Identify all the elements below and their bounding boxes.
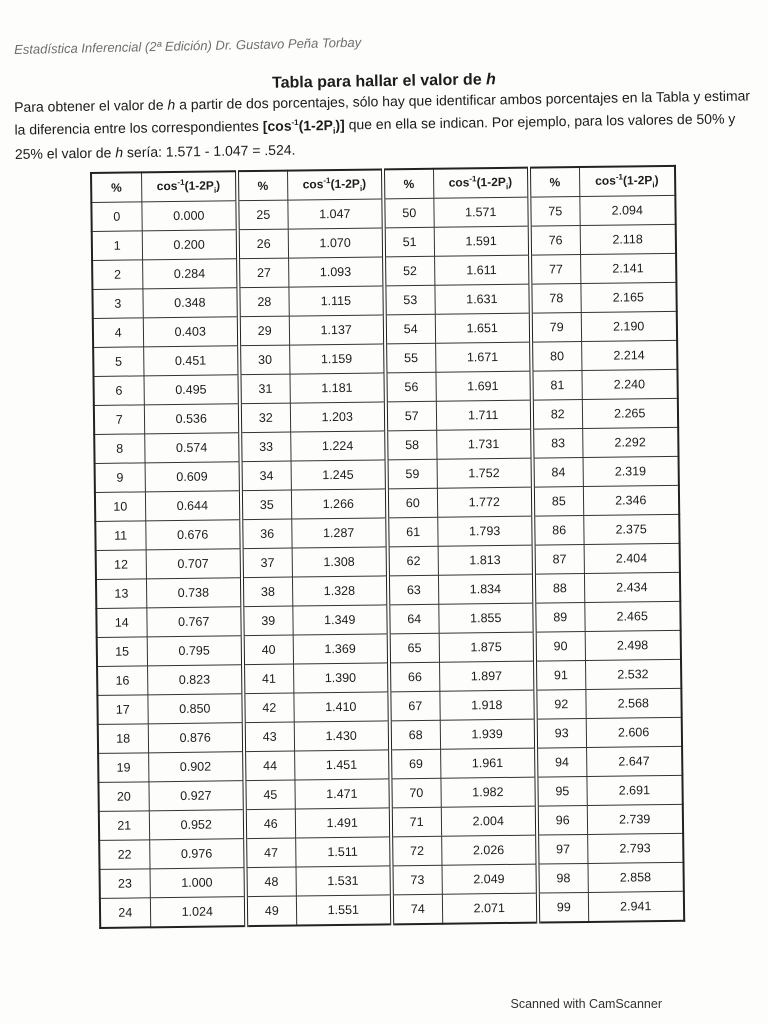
- formula-sub: i: [332, 125, 336, 136]
- percent-cell: 23: [100, 869, 150, 899]
- header-cos-value: [141, 171, 237, 202]
- percent-cell: 20: [98, 782, 148, 812]
- percent-cell: 62: [388, 546, 438, 576]
- cos-value-cell: 0.284: [142, 259, 238, 289]
- header-cos-value: [433, 168, 529, 199]
- percent-cell: 49: [246, 896, 296, 926]
- cos-value-cell: 2.404: [584, 543, 680, 573]
- cos-value-cell: 2.858: [587, 862, 683, 892]
- percent-cell: 8: [94, 434, 144, 464]
- header-percent: %: [529, 167, 579, 197]
- cos-value-cell: 1.159: [289, 344, 385, 374]
- percent-cell: 56: [385, 372, 435, 402]
- percent-cell: 50: [383, 198, 433, 228]
- percent-cell: 7: [94, 405, 144, 435]
- cos-value-cell: 1.000: [150, 868, 246, 898]
- table-row: [100, 891, 684, 928]
- cos-value-cell: 1.491: [295, 808, 391, 838]
- percent-cell: 11: [95, 521, 145, 551]
- percent-cell: 39: [242, 606, 292, 636]
- cos-value-cell: 1.961: [440, 748, 536, 778]
- percent-cell: 67: [389, 691, 439, 721]
- percent-cell: 31: [239, 374, 289, 404]
- percent-cell: 34: [241, 461, 291, 491]
- header-percent: %: [91, 172, 141, 202]
- cos-value-cell: 0.902: [148, 752, 244, 782]
- percent-cell: 51: [384, 227, 434, 257]
- value-table-wrapper: [90, 165, 685, 929]
- cos-value-cell: 2.941: [588, 891, 684, 922]
- cos-value-cell: 1.591: [434, 226, 530, 256]
- percent-cell: 44: [244, 751, 294, 781]
- cos-value-cell: 0.348: [142, 288, 238, 318]
- header-cos-value: [579, 166, 675, 197]
- cos-value-cell: 1.813: [438, 545, 534, 575]
- cos-value-cell: 1.772: [437, 487, 533, 517]
- cos-value-cell: 1.691: [435, 371, 531, 401]
- cos-value-cell: 1.834: [438, 574, 534, 604]
- percent-cell: 33: [240, 432, 290, 462]
- percent-cell: 37: [242, 548, 292, 578]
- cos-value-cell: 1.181: [289, 373, 385, 403]
- cos-value-cell: 0.536: [144, 404, 240, 434]
- header-formula-part: (1-2P: [330, 177, 360, 192]
- title-variable: h: [485, 71, 497, 89]
- cos-value-cell: 2.498: [585, 630, 681, 660]
- percent-cell: 71: [391, 807, 441, 837]
- cos-value-cell: 1.982: [440, 777, 536, 807]
- percent-cell: 41: [243, 664, 293, 694]
- percent-cell: 0: [91, 202, 141, 232]
- percent-cell: 15: [97, 637, 147, 667]
- cos-value-cell: 2.165: [580, 282, 676, 312]
- cos-value-cell: 2.190: [581, 311, 677, 341]
- cos-value-cell: 1.410: [293, 692, 389, 722]
- percent-cell: 89: [534, 602, 584, 632]
- scanner-watermark: Scanned with CamScanner: [510, 997, 662, 1011]
- cos-value-cell: 2.265: [582, 398, 678, 428]
- percent-cell: 38: [242, 577, 292, 607]
- percent-cell: 57: [386, 401, 436, 431]
- cos-value-cell: 0.952: [149, 810, 245, 840]
- percent-cell: 97: [537, 834, 587, 864]
- cos-value-cell: 1.115: [288, 286, 384, 316]
- cos-value-cell: 2.214: [581, 340, 677, 370]
- cos-value-cell: 1.093: [288, 257, 384, 287]
- cos-value-cell: 1.266: [291, 489, 387, 519]
- cos-value-cell: 1.511: [295, 837, 391, 867]
- percent-cell: 88: [534, 573, 584, 603]
- percent-cell: 79: [531, 313, 581, 343]
- percent-cell: 9: [95, 463, 145, 493]
- cos-value-cell: 0.403: [143, 317, 239, 347]
- percent-cell: 98: [537, 863, 587, 893]
- percent-cell: 10: [95, 492, 145, 522]
- percent-cell: 65: [389, 633, 439, 663]
- cos-value-cell: 0.200: [142, 230, 238, 260]
- header-formula-part: -1: [323, 176, 331, 186]
- percent-cell: 83: [532, 429, 582, 459]
- formula-post: (1-2P: [298, 116, 334, 134]
- percent-cell: 32: [240, 403, 290, 433]
- percent-cell: 27: [238, 258, 288, 288]
- percent-cell: 26: [238, 229, 288, 259]
- cos-value-cell: 2.375: [583, 514, 679, 544]
- intro-formula: [262, 116, 345, 136]
- percent-cell: 64: [388, 604, 438, 634]
- cos-value-cell: 1.531: [296, 866, 392, 896]
- percent-cell: 30: [239, 345, 289, 375]
- percent-cell: 94: [536, 747, 586, 777]
- percent-cell: 43: [244, 722, 294, 752]
- cos-value-cell: 0.000: [141, 201, 237, 231]
- percent-cell: 12: [96, 550, 146, 580]
- percent-cell: 82: [532, 400, 582, 430]
- cos-value-cell: 0.767: [146, 607, 242, 637]
- percent-cell: 74: [392, 894, 442, 924]
- cos-value-cell: 2.118: [580, 224, 676, 254]
- cos-value-cell: 1.855: [438, 603, 534, 633]
- intro-text-2: a partir de dos porcentajes, sólo hay que identificar ambos porcentajes en la Tabla y estimar la diferencia entre los correspondientes: [14, 87, 751, 138]
- percent-cell: 60: [387, 488, 437, 518]
- percent-cell: 1: [92, 231, 142, 261]
- intro-paragraph: [14, 86, 757, 164]
- percent-cell: 92: [535, 689, 585, 719]
- cos-value-cell: 0.644: [145, 491, 241, 521]
- cos-value-cell: 1.308: [292, 547, 388, 577]
- cos-value-cell: 1.671: [435, 342, 531, 372]
- percent-cell: 17: [97, 695, 147, 725]
- intro-text-3: que en ella se indican. Por ejemplo, para los valores de 50% y 25% el valor de: [14, 110, 736, 163]
- running-header: Estadística Inferencial (2ª Edición) Dr. Gustavo Peña Torbay: [14, 34, 362, 57]
- percent-cell: 2: [92, 260, 142, 290]
- cos-value-cell: 0.850: [147, 694, 243, 724]
- table-body: [91, 195, 684, 928]
- intro-var-h-1: h: [167, 96, 176, 113]
- header-formula-part: -1: [469, 174, 477, 184]
- percent-cell: 59: [387, 459, 437, 489]
- percent-cell: 84: [533, 458, 583, 488]
- percent-cell: 40: [243, 635, 293, 665]
- cos-value-cell: 0.927: [148, 781, 244, 811]
- percent-cell: 35: [241, 490, 291, 520]
- header-formula-part: ): [508, 175, 513, 190]
- header-formula-part: i: [359, 184, 363, 194]
- title-text: Tabla para hallar el valor de: [271, 71, 487, 92]
- percent-cell: 75: [529, 197, 579, 227]
- percent-cell: 63: [388, 575, 438, 605]
- cos-value-cell: 1.731: [436, 429, 532, 459]
- percent-cell: 61: [387, 517, 437, 547]
- header-formula-part: cos: [448, 175, 470, 190]
- percent-cell: 55: [385, 343, 435, 373]
- header-formula-part: -1: [177, 178, 185, 188]
- percent-cell: 69: [390, 749, 440, 779]
- cos-value-cell: 1.137: [289, 315, 385, 345]
- cos-value-cell: 1.047: [287, 199, 383, 229]
- percent-cell: 66: [389, 662, 439, 692]
- percent-cell: 91: [535, 660, 585, 690]
- cos-value-cell: 0.738: [146, 578, 242, 608]
- cos-value-cell: 2.094: [579, 195, 675, 225]
- percent-cell: 77: [530, 255, 580, 285]
- header-percent: %: [383, 169, 433, 199]
- cos-value-cell: 0.976: [149, 839, 245, 869]
- percent-cell: 52: [384, 256, 434, 286]
- header-formula-part: ): [216, 178, 221, 193]
- formula-end: )]: [335, 116, 345, 133]
- cos-value-cell: 1.369: [293, 634, 389, 664]
- percent-cell: 76: [530, 226, 580, 256]
- cos-value-cell: 1.752: [437, 458, 533, 488]
- cos-value-cell: 2.691: [586, 775, 682, 805]
- percent-cell: 99: [538, 892, 588, 922]
- cos-value-cell: 1.024: [150, 897, 246, 928]
- cos-value-cell: 2.292: [582, 427, 678, 457]
- cos-value-cell: 1.245: [291, 460, 387, 490]
- percent-cell: 24: [100, 898, 150, 928]
- cos-value-cell: 2.465: [584, 601, 680, 631]
- cos-value-cell: 1.287: [291, 518, 387, 548]
- header-formula-part: i: [505, 182, 509, 192]
- cos-value-cell: 2.240: [581, 369, 677, 399]
- cos-value-cell: 0.795: [147, 636, 243, 666]
- cos-value-cell: 1.897: [439, 661, 535, 691]
- cos-value-cell: 2.071: [442, 893, 538, 924]
- cos-value-cell: 1.571: [433, 197, 529, 227]
- cos-value-cell: 1.390: [293, 663, 389, 693]
- percent-cell: 46: [245, 809, 295, 839]
- cos-value-cell: 0.676: [145, 520, 241, 550]
- header-formula-part: cos: [156, 179, 178, 194]
- percent-cell: 36: [241, 519, 291, 549]
- cos-value-cell: 0.495: [143, 375, 239, 405]
- percent-cell: 47: [245, 838, 295, 868]
- percent-cell: 19: [98, 753, 148, 783]
- percent-cell: 70: [390, 778, 440, 808]
- cos-value-cell: 2.647: [586, 746, 682, 776]
- cos-value-cell: 1.551: [296, 895, 392, 926]
- cos-value-cell: 2.434: [584, 572, 680, 602]
- percent-cell: 78: [530, 284, 580, 314]
- cos-table: [90, 165, 685, 929]
- percent-cell: 72: [391, 836, 441, 866]
- percent-cell: 85: [533, 487, 583, 517]
- percent-cell: 87: [534, 544, 584, 574]
- cos-value-cell: 1.070: [288, 228, 384, 258]
- percent-cell: 96: [537, 805, 587, 835]
- formula-sup: -1: [291, 117, 299, 127]
- percent-cell: 73: [391, 865, 441, 895]
- cos-value-cell: 2.793: [587, 833, 683, 863]
- cos-value-cell: 1.711: [436, 400, 532, 430]
- cos-value-cell: 0.574: [144, 433, 240, 463]
- percent-cell: 53: [384, 285, 434, 315]
- cos-value-cell: 2.606: [586, 717, 682, 747]
- percent-cell: 4: [93, 318, 143, 348]
- percent-cell: 93: [536, 718, 586, 748]
- percent-cell: 21: [99, 811, 149, 841]
- cos-value-cell: 2.141: [580, 253, 676, 283]
- cos-value-cell: 0.609: [145, 462, 241, 492]
- percent-cell: 6: [93, 376, 143, 406]
- percent-cell: 86: [533, 515, 583, 545]
- percent-cell: 5: [93, 347, 143, 377]
- cos-value-cell: 1.349: [292, 605, 388, 635]
- cos-value-cell: 1.611: [434, 255, 530, 285]
- cos-value-cell: 1.451: [294, 750, 390, 780]
- cos-value-cell: 0.451: [143, 346, 239, 376]
- header-formula-part: cos: [302, 177, 324, 192]
- percent-cell: 80: [531, 342, 581, 372]
- cos-value-cell: 1.651: [435, 313, 531, 343]
- cos-value-cell: 0.876: [148, 723, 244, 753]
- header-formula-part: ): [362, 176, 367, 191]
- percent-cell: 3: [92, 289, 142, 319]
- percent-cell: 54: [385, 314, 435, 344]
- percent-cell: 29: [239, 316, 289, 346]
- percent-cell: 45: [244, 780, 294, 810]
- cos-value-cell: 1.471: [294, 779, 390, 809]
- cos-value-cell: 1.631: [434, 284, 530, 314]
- header-formula-part: cos: [595, 173, 616, 189]
- percent-cell: 48: [246, 867, 296, 897]
- cos-value-cell: 1.430: [294, 721, 390, 751]
- header-formula-part: i: [213, 186, 217, 196]
- percent-cell: 18: [98, 724, 148, 754]
- percent-cell: 68: [390, 720, 440, 750]
- intro-text-1: Para obtener el valor de: [14, 96, 168, 115]
- cos-value-cell: 1.939: [440, 719, 536, 749]
- header-formula-part: (1-2P: [476, 175, 506, 190]
- percent-cell: 42: [243, 693, 293, 723]
- header-formula-part: (1-2P: [622, 173, 653, 188]
- header-formula-part: ): [654, 173, 659, 188]
- percent-cell: 14: [96, 608, 146, 638]
- percent-cell: 81: [531, 371, 581, 401]
- cos-value-cell: 0.707: [146, 549, 242, 579]
- cos-value-cell: 2.568: [585, 688, 681, 718]
- percent-cell: 13: [96, 579, 146, 609]
- cos-value-cell: 1.918: [439, 690, 535, 720]
- cos-value-cell: 1.224: [290, 431, 386, 461]
- cos-value-cell: 1.875: [439, 632, 535, 662]
- percent-cell: 95: [536, 776, 586, 806]
- cos-value-cell: 2.346: [583, 485, 679, 515]
- header-formula-part: (1-2P: [184, 178, 214, 194]
- cos-value-cell: 0.823: [147, 665, 243, 695]
- header-formula-part: i: [652, 180, 655, 190]
- header-percent: %: [237, 171, 287, 201]
- percent-cell: 22: [99, 840, 149, 870]
- percent-cell: 58: [386, 430, 436, 460]
- intro-text-4: sería: 1.571 - 1.047 = .524.: [122, 142, 296, 161]
- percent-cell: 90: [535, 631, 585, 661]
- cos-value-cell: 2.004: [441, 806, 537, 836]
- formula-pre: [cos: [262, 117, 292, 134]
- percent-cell: 16: [97, 666, 147, 696]
- cos-value-cell: 1.328: [292, 576, 388, 606]
- cos-value-cell: 2.739: [587, 804, 683, 834]
- cos-value-cell: 2.319: [583, 456, 679, 486]
- cos-value-cell: 2.049: [441, 864, 537, 894]
- header-cos-value: [287, 169, 383, 200]
- cos-value-cell: 2.026: [441, 835, 537, 865]
- percent-cell: 25: [237, 200, 287, 230]
- cos-value-cell: 1.793: [437, 516, 533, 546]
- header-formula-part: -1: [615, 172, 624, 182]
- intro-var-h-2: h: [115, 144, 124, 161]
- cos-value-cell: 2.532: [585, 659, 681, 689]
- cos-value-cell: 1.203: [290, 402, 386, 432]
- percent-cell: 28: [238, 287, 288, 317]
